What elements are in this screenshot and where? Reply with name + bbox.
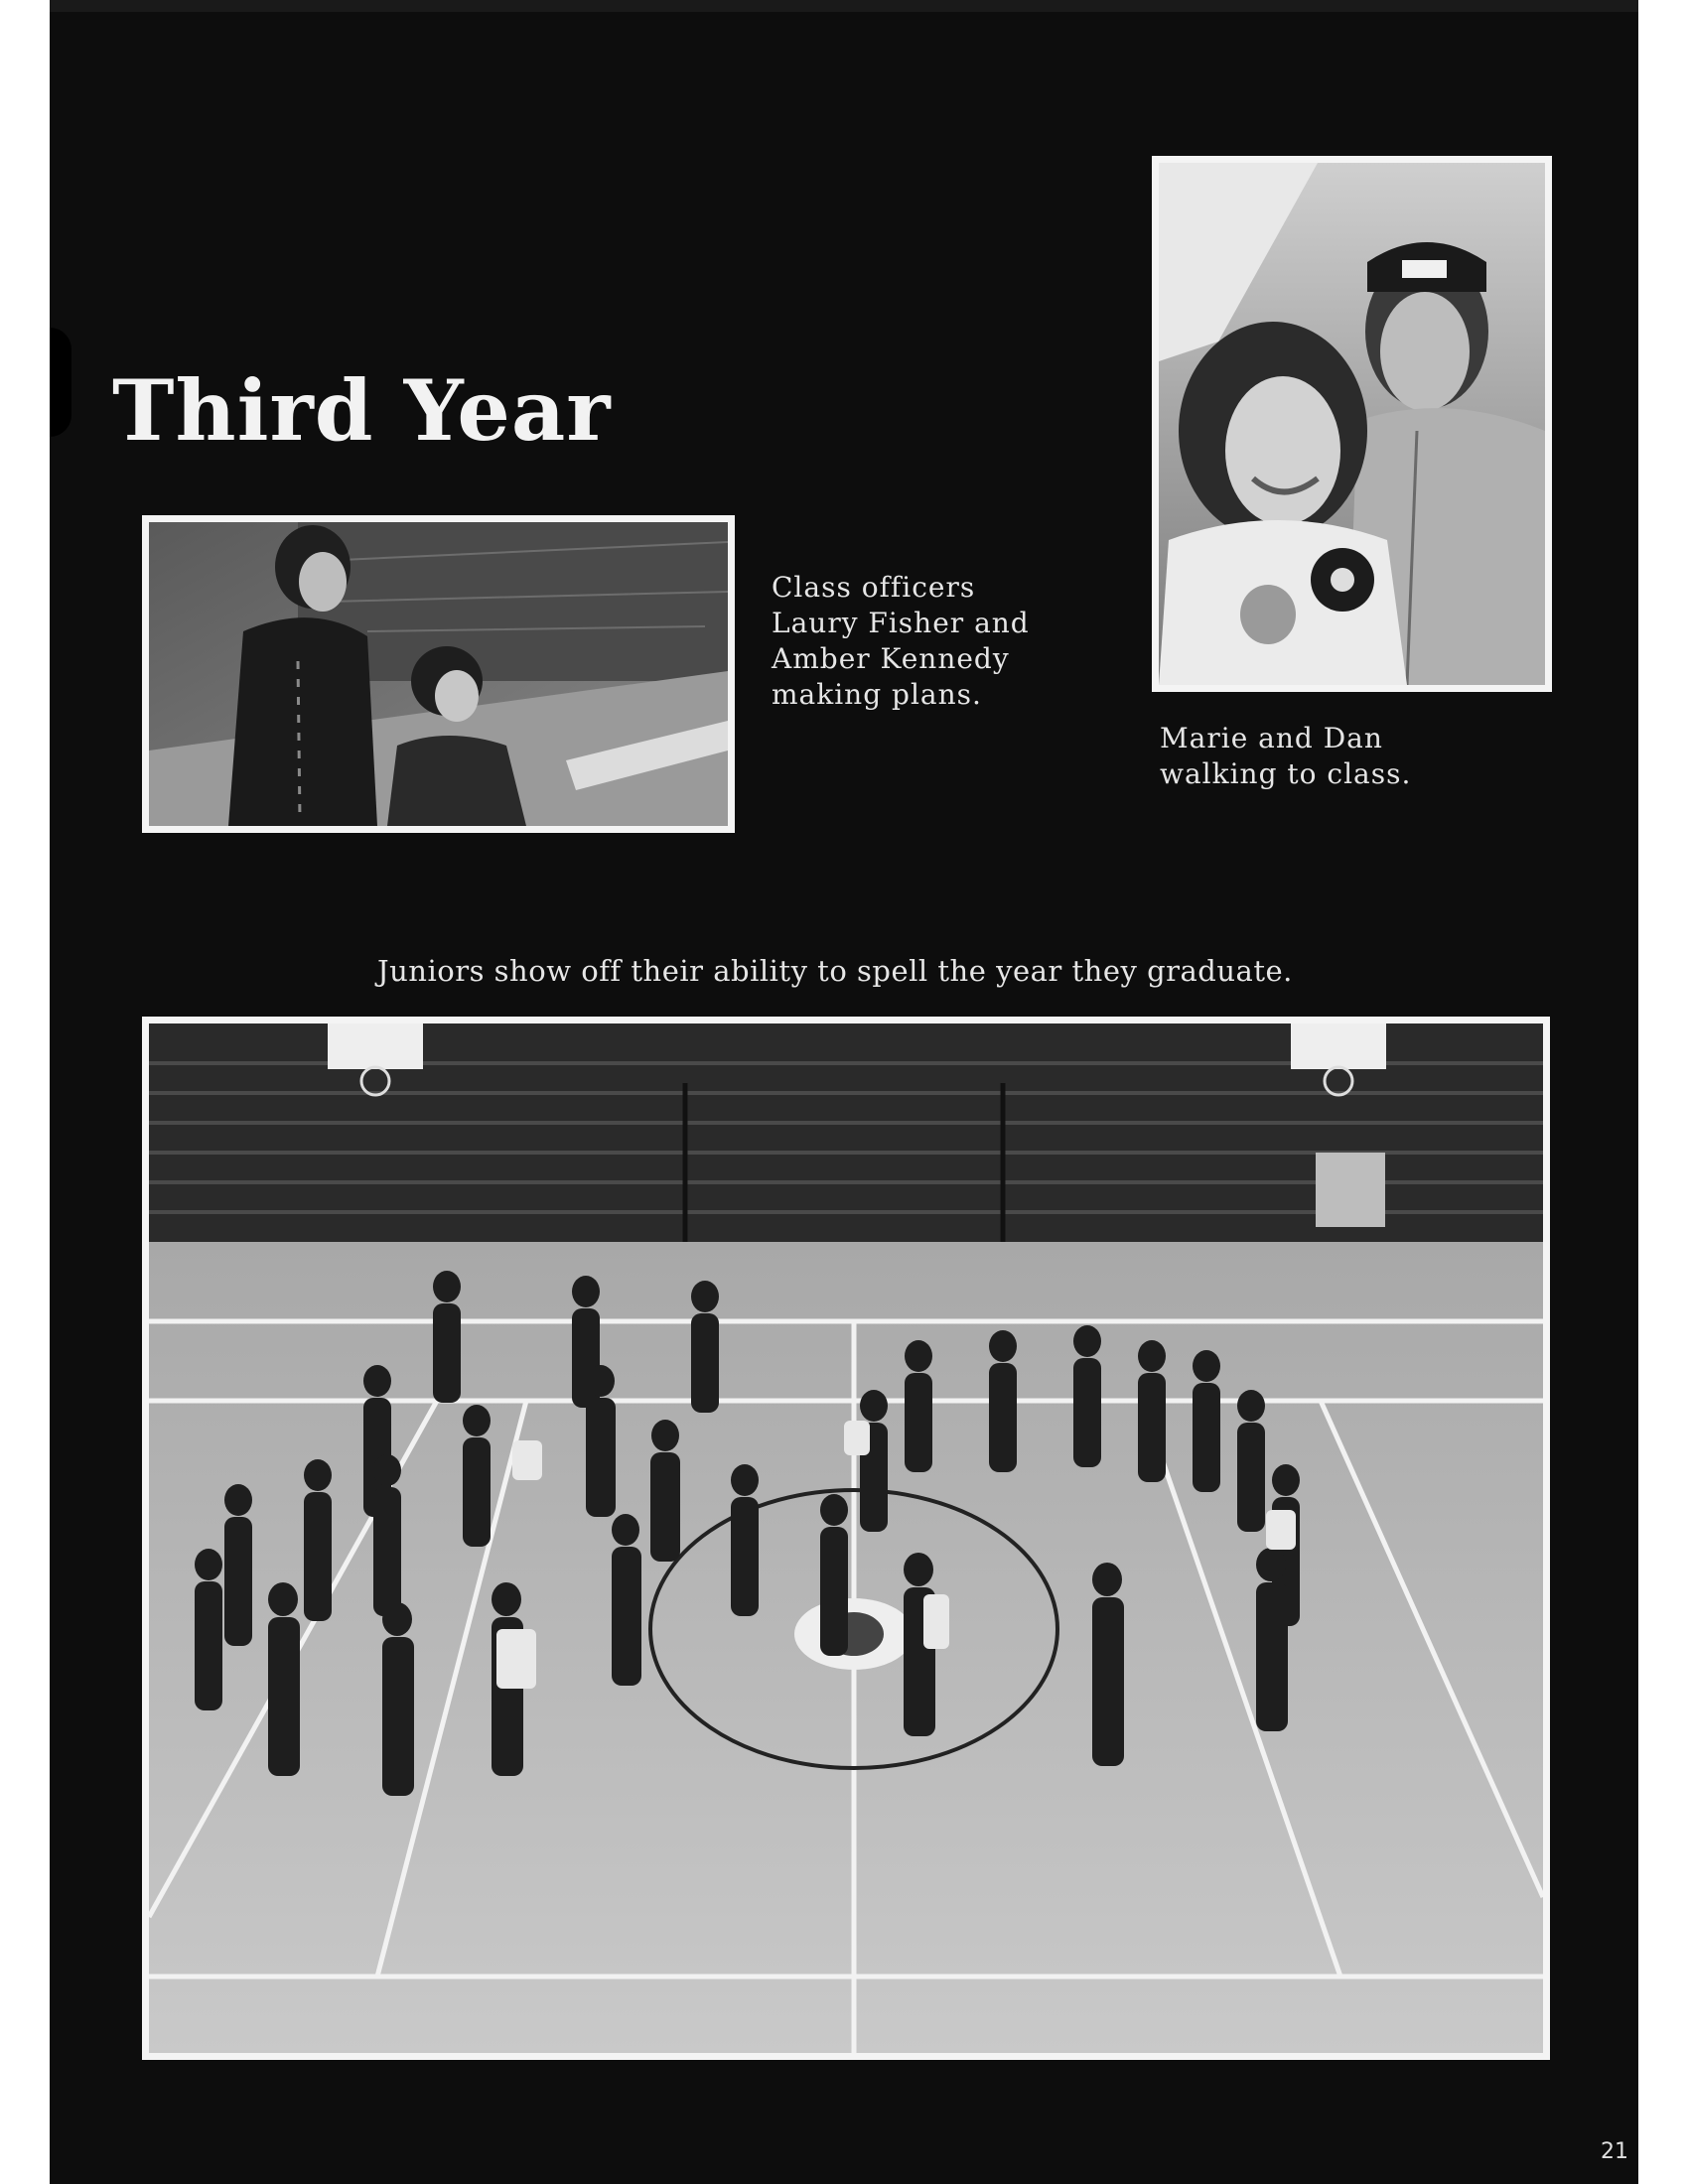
class-officers-caption: Class officers Laury Fisher and Amber Kennedy making plans.	[772, 571, 1030, 711]
page-number: 21	[1601, 2139, 1628, 2164]
juniors-gym-photo	[142, 1017, 1550, 2060]
marie-and-dan-caption: Marie and Dan walking to class.	[1160, 722, 1412, 790]
class-officers-photo	[142, 515, 735, 833]
marie-and-dan-photo	[1152, 156, 1552, 692]
page-title: Third Year	[112, 361, 612, 461]
class-officers-image	[149, 522, 728, 826]
binding-tab	[50, 328, 71, 437]
juniors-gym-image	[149, 1024, 1543, 2053]
top-edge	[50, 0, 1638, 12]
marie-and-dan-image	[1159, 163, 1545, 685]
juniors-caption: Juniors show off their ability to spell the year they graduate.	[377, 954, 1293, 988]
